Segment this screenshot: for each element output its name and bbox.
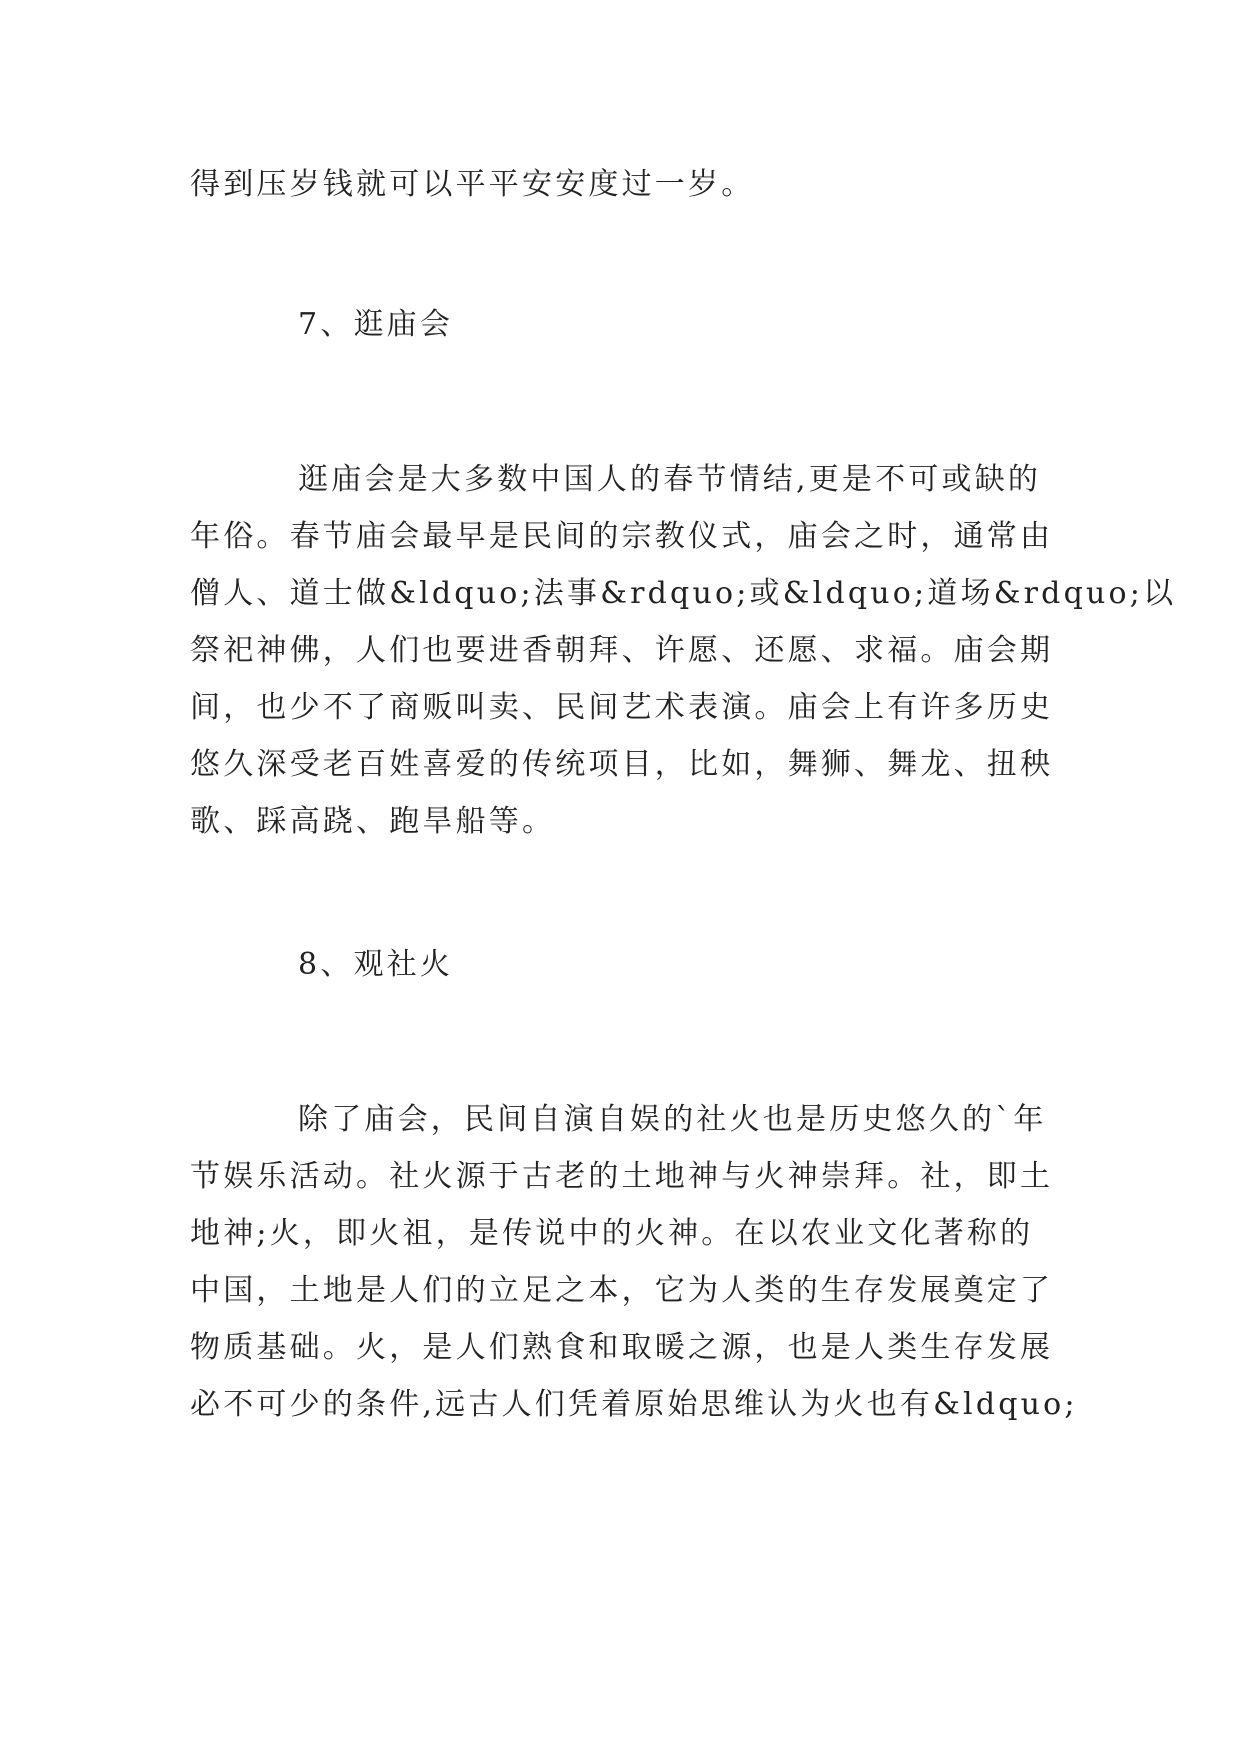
paragraph-line: 必不可少的条件,远古人们凭着原始思维认为火也有&ldquo; bbox=[190, 1387, 1078, 1422]
paragraph-line: 歌、踩高跷、跑旱船等。 bbox=[190, 804, 556, 839]
paragraph-line: 中国，土地是人们的立足之本，它为人类的生存发展奠定了 bbox=[190, 1273, 1054, 1308]
section-heading-7: 7、逛庙会 bbox=[298, 307, 454, 342]
paragraph-line: 祭祀神佛，人们也要进香朝拜、许愿、还愿、求福。庙会期 bbox=[190, 633, 1054, 668]
paragraph-line: 除了庙会，民间自演自娱的社火也是历史悠久的`年 bbox=[298, 1102, 1047, 1137]
paragraph-line: 地神;火，即火祖，是传说中的火神。在以农业文化著称的 bbox=[190, 1216, 1034, 1251]
paragraph-line: 节娱乐活动。社火源于古老的土地神与火神崇拜。社，即土 bbox=[190, 1159, 1054, 1194]
paragraph-line: 悠久深受老百姓喜爱的传统项目，比如，舞狮、舞龙、扭秧 bbox=[190, 747, 1054, 782]
paragraph-line: 僧人、道士做&ldquo;法事&rdquo;或&ldquo;道场&rdquo;以 bbox=[190, 576, 1177, 611]
paragraph-line: 年俗。春节庙会最早是民间的宗教仪式，庙会之时，通常由 bbox=[190, 519, 1054, 554]
section-heading-8: 8、观社火 bbox=[298, 947, 454, 982]
paragraph-line: 逛庙会是大多数中国人的春节情结,更是不可或缺的 bbox=[298, 462, 1042, 497]
paragraph-line: 得到压岁钱就可以平平安安度过一岁。 bbox=[190, 167, 755, 202]
paragraph-line: 物质基础。火，是人们熟食和取暖之源，也是人类生存发展 bbox=[190, 1330, 1054, 1365]
paragraph-line: 间，也少不了商贩叫卖、民间艺术表演。庙会上有许多历史 bbox=[190, 690, 1054, 725]
